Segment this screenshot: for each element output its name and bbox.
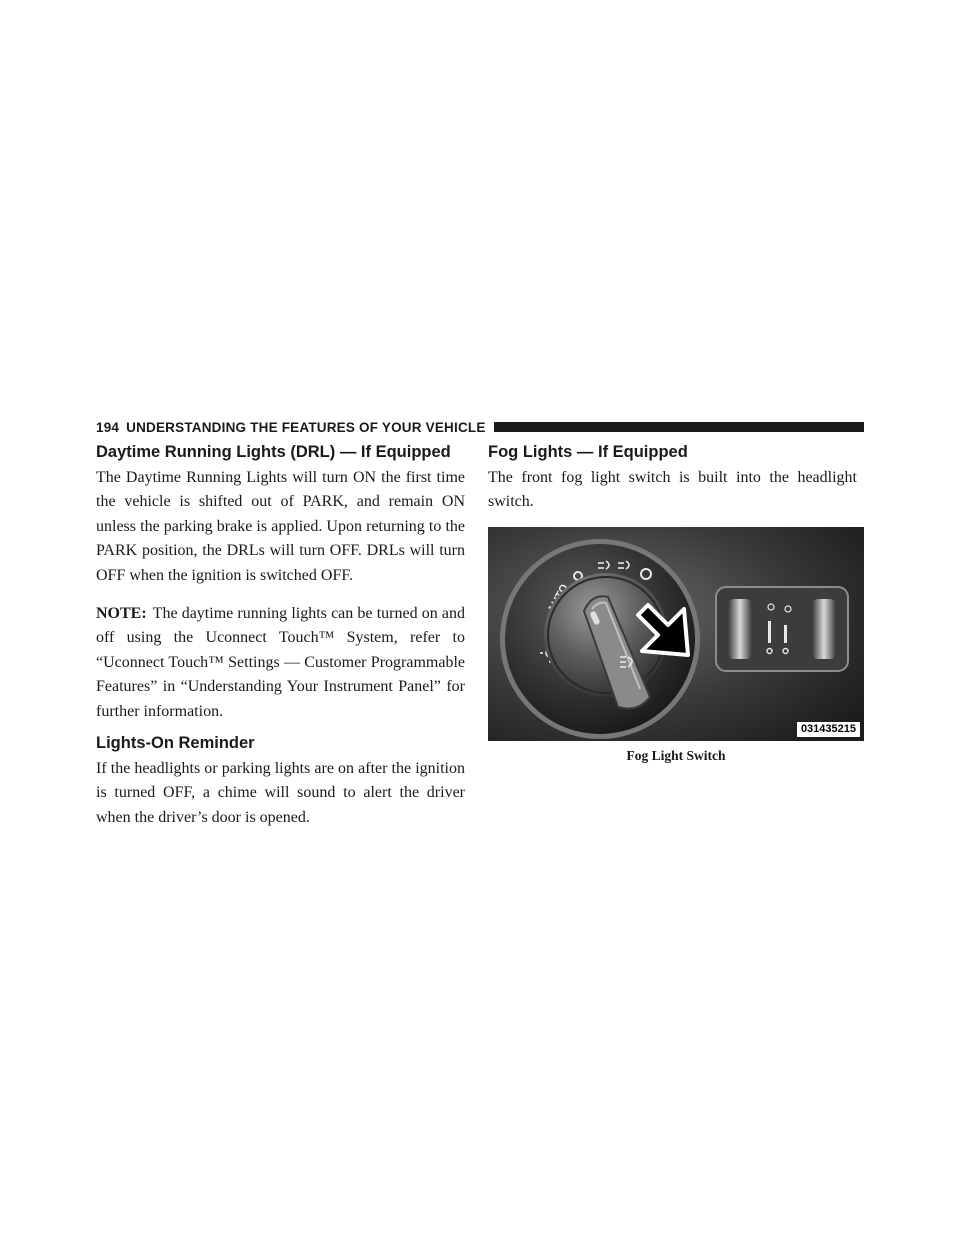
fog-heading: Fog Lights — If Equipped <box>488 443 688 461</box>
figure-caption: Fog Light Switch <box>626 747 726 763</box>
fog-light-switch-photo <box>488 527 864 741</box>
note-text: The daytime running lights can be turned on and off using the Uconnect Touch™ System, refer to “Uconnect Touch™ Settings — Customer Programmable Features” in “Understanding Your Instrument Panel” for further information. <box>96 605 465 720</box>
drl-heading: Daytime Running Lights (DRL) — If Equipped <box>96 443 451 461</box>
running-title: UNDERSTANDING THE FEATURES OF YOUR VEHICLE <box>126 419 486 435</box>
fog-paragraph: The front fog light switch is built into the headlight switch. <box>488 469 857 511</box>
figure-id-label: 031435215 <box>797 722 860 737</box>
note-paragraph <box>96 602 465 724</box>
right-column <box>488 442 857 764</box>
headlight-switch-illustration <box>488 527 864 741</box>
page-number: 194 <box>96 419 120 435</box>
running-header <box>96 418 864 436</box>
header-rule <box>494 422 864 432</box>
note-label: NOTE: <box>96 605 147 623</box>
reminder-heading: Lights-On Reminder <box>96 734 255 753</box>
reminder-paragraph: If the headlights or parking lights are on after the ignition is turned OFF, a chime will sound to alert the driver when the driver’s door is opened. <box>96 760 465 826</box>
left-column <box>96 442 465 830</box>
drl-paragraph: The Daytime Running Lights will turn ON the first time the vehicle is shifted out of PARK, and remain ON unless the parking brake is applied. Upon returning to the PARK position, the DRLs will turn OFF. DRLs will turn OFF when the ignition is switched OFF. <box>96 469 465 584</box>
